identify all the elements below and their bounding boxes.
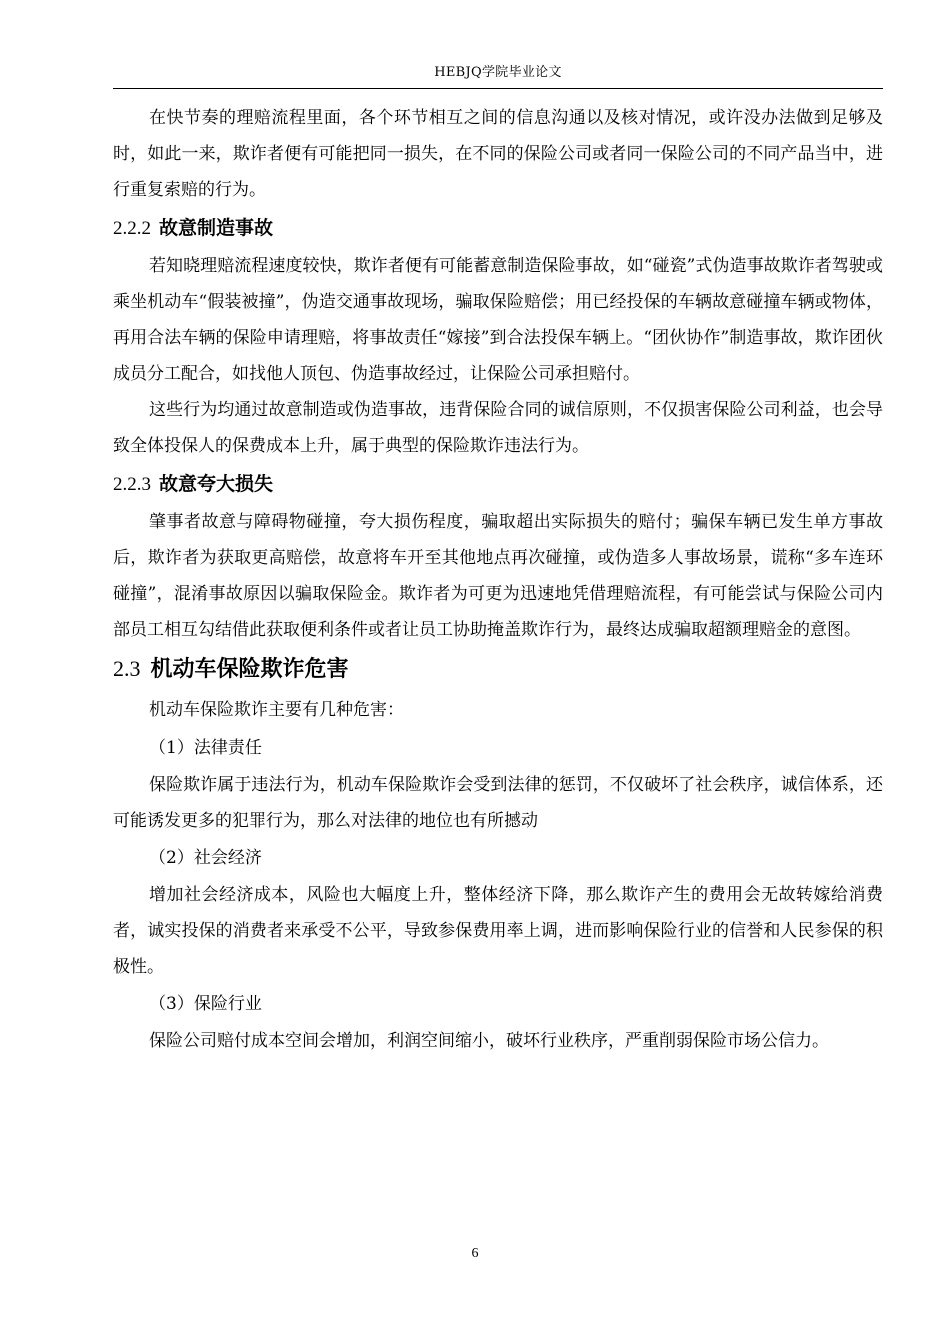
paragraph: 肇事者故意与障碍物碰撞，夸大损伤程度，骗取超出实际损失的赔付；骗保车辆已发生单方事故后，欺诈者为获取更高赔偿，故意将车开至其他地点再次碰撞，或伪造多人事故场景，谎称“多车连环碰撞”，混淆事故原因以骗取保险金。欺诈者为可更为迅速地凭借理赔流程，有可能尝试与保险公司内部员工相互勾结借此获取便利条件或者让员工协助掩盖欺诈行为，最终达成骗取超额理赔金的意图。 bbox=[113, 512, 883, 640]
header-divider bbox=[113, 88, 883, 89]
list-item-text: 保险公司赔付成本空间会增加，利润空间缩小，破坏行业秩序，严重削弱保险市场公信力。 bbox=[149, 1031, 829, 1051]
section-title: 机动车保险欺诈危害 bbox=[150, 657, 349, 682]
page-number: 6 bbox=[471, 1246, 479, 1261]
list-item-label: （1）法律责任 bbox=[149, 738, 262, 758]
running-header: HEBJQ学院毕业论文 bbox=[434, 65, 562, 80]
section-heading-2-2-2 bbox=[113, 210, 883, 247]
section-number: 2.2.3 bbox=[113, 474, 151, 495]
section-number: 2.3 bbox=[113, 656, 141, 681]
section-number: 2.2.2 bbox=[113, 218, 151, 239]
page-body bbox=[113, 100, 883, 1059]
paragraph: 若知晓理赔流程速度较快，欺诈者便有可能蓄意制造保险事故，如“碰瓷”式伪造事故欺诈者驾驶或乘坐机动车“假装被撞”，伪造交通事故现场，骗取保险赔偿；用已经投保的车辆故意碰撞车辆或物体，再用合法车辆的保险申请理赔，将事故责任“嫁接”到合法投保车辆上。“团伙协作”制造事故，欺诈团伙成员分工配合，如找他人顶包、伪造事故经过，让保险公司承担赔付。 bbox=[113, 256, 883, 384]
intro-paragraph: 在快节奏的理赔流程里面，各个环节相互之间的信息沟通以及核对情况，或许没办法做到足够及时，如此一来，欺诈者便有可能把同一损失，在不同的保险公司或者同一保险公司的不同产品当中，进行重复索赔的行为。 bbox=[113, 108, 883, 200]
list-item-text: 增加社会经济成本，风险也大幅度上升，整体经济下降，那么欺诈产生的费用会无故转嫁给消费者，诚实投保的消费者来承受不公平，导致参保费用率上调，进而影响保险行业的信誉和人民参保的积极性。 bbox=[113, 885, 883, 977]
section-title: 故意夸大损失 bbox=[159, 473, 274, 495]
section-heading-2-2-3 bbox=[113, 466, 883, 503]
section-title: 故意制造事故 bbox=[159, 217, 274, 239]
list-item-label: （2）社会经济 bbox=[149, 848, 262, 868]
list-item-label: （3）保险行业 bbox=[149, 994, 262, 1014]
section-heading-2-3 bbox=[113, 650, 883, 689]
section-lead: 机动车保险欺诈主要有几种危害： bbox=[149, 700, 404, 720]
list-item-text: 保险欺诈属于违法行为，机动车保险欺诈会受到法律的惩罚，不仅破坏了社会秩序，诚信体系，还可能诱发更多的犯罪行为，那么对法律的地位也有所撼动 bbox=[113, 775, 883, 831]
paragraph: 这些行为均通过故意制造或伪造事故，违背保险合同的诚信原则，不仅损害保险公司利益，也会导致全体投保人的保费成本上升，属于典型的保险欺诈违法行为。 bbox=[113, 400, 883, 456]
